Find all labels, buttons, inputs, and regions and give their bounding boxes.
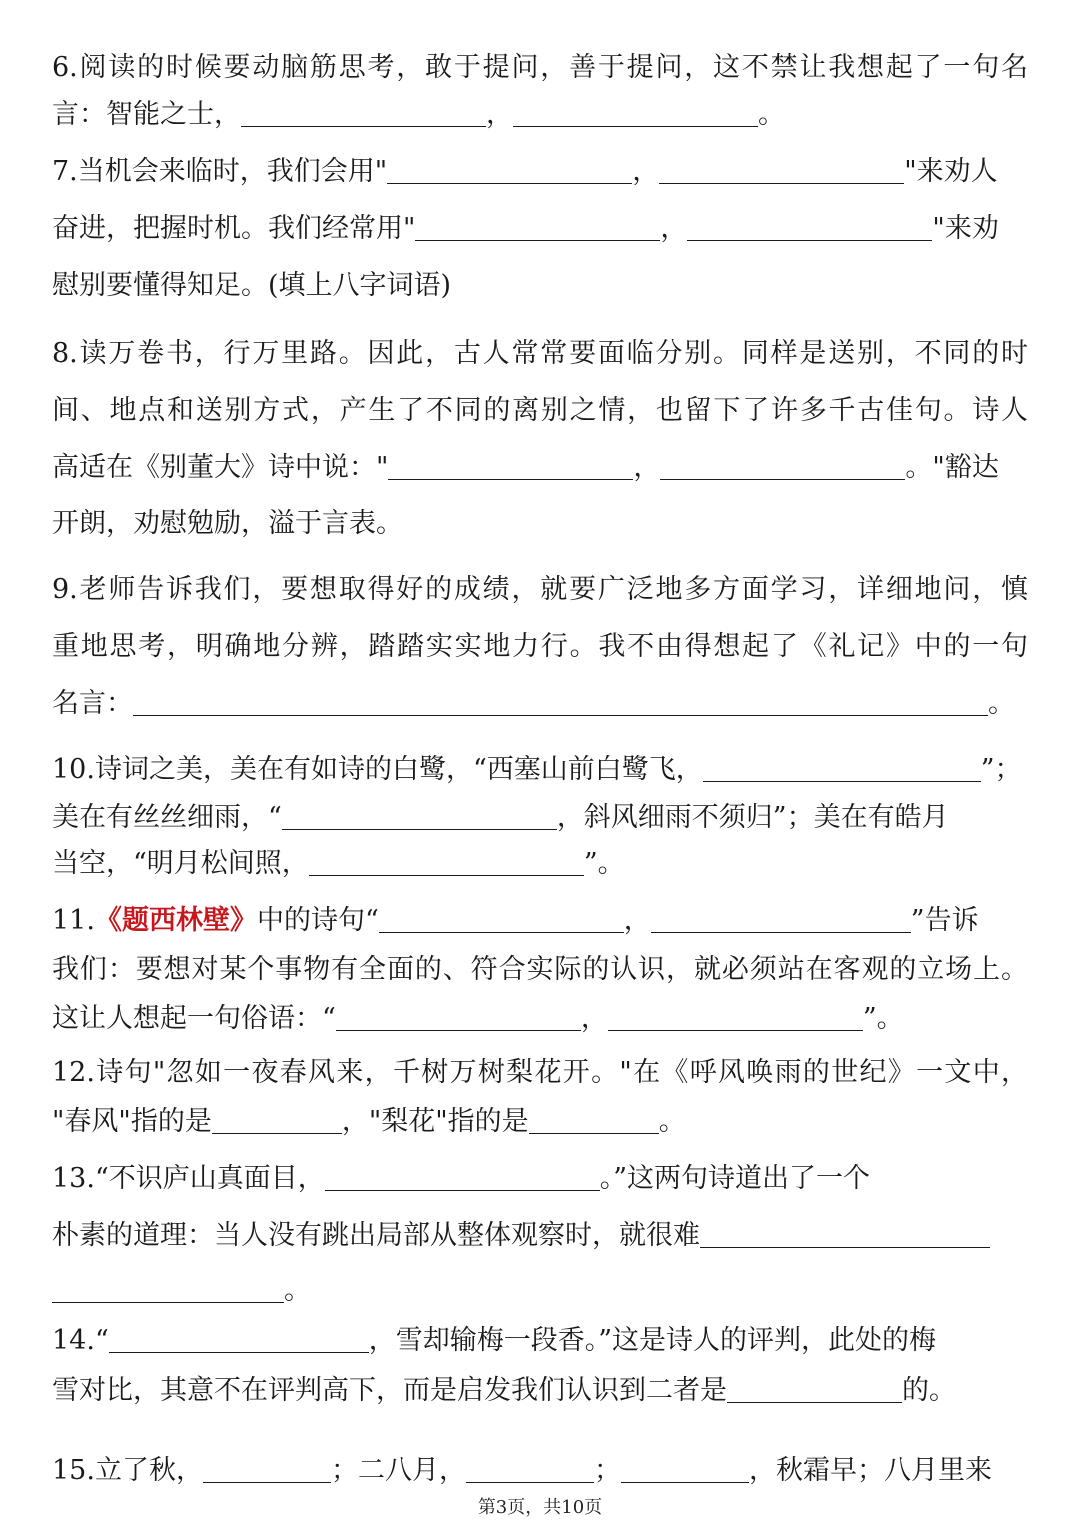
q6-line-2: 言：智能之士， ， 。 xyxy=(52,99,785,130)
q11-blank-1[interactable] xyxy=(379,904,624,933)
q6-blank-1[interactable] xyxy=(241,98,486,127)
q11-blank-4[interactable] xyxy=(608,1002,863,1031)
q8-line-2: 间、地点和送别方式，产生了不同的离别之情，也留下了许多千古佳句。诗人 xyxy=(52,395,1028,426)
q7-line-3: 慰别要懂得知足。(填上八字词语) xyxy=(52,270,452,301)
q7-blank-2[interactable] xyxy=(659,155,904,184)
q13-line-2: 朴素的道理：当人没有跳出局部从整体观察时，就很难 xyxy=(52,1218,1028,1254)
q10-blank-2[interactable] xyxy=(282,801,557,830)
page-number: 第3页，共10页 xyxy=(477,1497,603,1518)
q9-line-2: 重地思考，明确地分辨，踏踏实实地力行。我不由得想起了《礼记》中的一句 xyxy=(52,631,1028,662)
q15-line-1: 15.立了秋， ；二八月， ； ，秋霜早；八月里来 xyxy=(52,1455,992,1486)
q14-line-2: 雪对比，其意不在评判高下，而是启发我们认识到二者是 的。 xyxy=(52,1375,956,1406)
q14-line-1: 14.“ ，雪却输梅一段香。”这是诗人的评判，此处的梅 xyxy=(52,1325,937,1356)
q12-line-1: 12.诗句"忽如一夜春风来，千树万树梨花开。"在《呼风唤雨的世纪》一文中， xyxy=(52,1057,1028,1088)
q8-blank-1[interactable] xyxy=(388,451,633,480)
q10-line-2: 美在有丝丝细雨，“ ，斜风细雨不须归”；美在有皓月 xyxy=(52,802,949,833)
q13-line-1: 13.“不识庐山真面目， 。”这两句诗道出了一个 xyxy=(52,1163,871,1194)
q9-line-1: 9.老师告诉我们，要想取得好的成绩，就要广泛地多方面学习，详细地问，慎 xyxy=(52,574,1028,605)
q12-blank-1[interactable] xyxy=(212,1105,342,1134)
q11-blank-3[interactable] xyxy=(336,1002,581,1031)
q12-blank-2[interactable] xyxy=(529,1105,659,1134)
q10-blank-3[interactable] xyxy=(309,847,584,876)
q6-blank-2[interactable] xyxy=(513,98,758,127)
poem-title: 《题西林壁》 xyxy=(94,905,257,936)
q13-blank-3[interactable] xyxy=(52,1274,284,1303)
q11-line-3: 这让人想起一句俗语：“ ， ”。 xyxy=(52,1003,904,1034)
q8-line-1: 8.读万卷书，行万里路。因此，古人常常要面临分别。同样是送别，不同的时 xyxy=(52,338,1028,369)
q13-blank-1[interactable] xyxy=(325,1162,600,1191)
q7-blank-4[interactable] xyxy=(687,212,932,241)
q7-blank-3[interactable] xyxy=(415,212,660,241)
q15-blank-2[interactable] xyxy=(466,1454,594,1483)
q7-line-2: 奋进，把握时机。我们经常用" ， "来劝 xyxy=(52,213,999,244)
q8-blank-2[interactable] xyxy=(660,451,905,480)
q7-line-1: 7.当机会来临时，我们会用" ， "来劝人 xyxy=(52,156,998,187)
q11-blank-2[interactable] xyxy=(651,904,911,933)
q9-line-3: 名言： 。 xyxy=(52,688,1015,719)
q7-blank-1[interactable] xyxy=(387,155,632,184)
q12-line-2: "春风"指的是 ，"梨花"指的是 。 xyxy=(52,1106,686,1137)
q14-blank-1[interactable] xyxy=(109,1324,369,1353)
q14-blank-2[interactable] xyxy=(727,1374,902,1403)
q15-blank-3[interactable] xyxy=(621,1454,749,1483)
q15-blank-1[interactable] xyxy=(203,1454,331,1483)
q11-line-1: 11.《题西林壁》中的诗句“ ， ”告诉 xyxy=(52,905,979,936)
q13-blank-2[interactable] xyxy=(700,1219,990,1248)
q10-line-1: 10.诗词之美，美在有如诗的白鹭，“西塞山前白鹭飞， ”； xyxy=(52,754,1022,785)
q10-line-3: 当空，“明月松间照， ”。 xyxy=(52,848,625,879)
q8-line-4: 开朗，劝慰勉励，溢于言表。 xyxy=(52,508,403,539)
q11-line-2: 我们：要想对某个事物有全面的、符合实际的认识，就必须站在客观的立场上。 xyxy=(52,954,1028,985)
q10-blank-1[interactable] xyxy=(703,753,981,782)
q9-blank-1[interactable] xyxy=(133,687,988,716)
q8-line-3: 高适在《别董大》诗中说：" ， 。"豁达 xyxy=(52,452,999,483)
q6-line-1: 6.阅读的时候要动脑筋思考，敢于提问，善于提问，这不禁让我想起了一句名 xyxy=(52,52,1028,83)
q13-line-3: 。 xyxy=(52,1273,1028,1309)
